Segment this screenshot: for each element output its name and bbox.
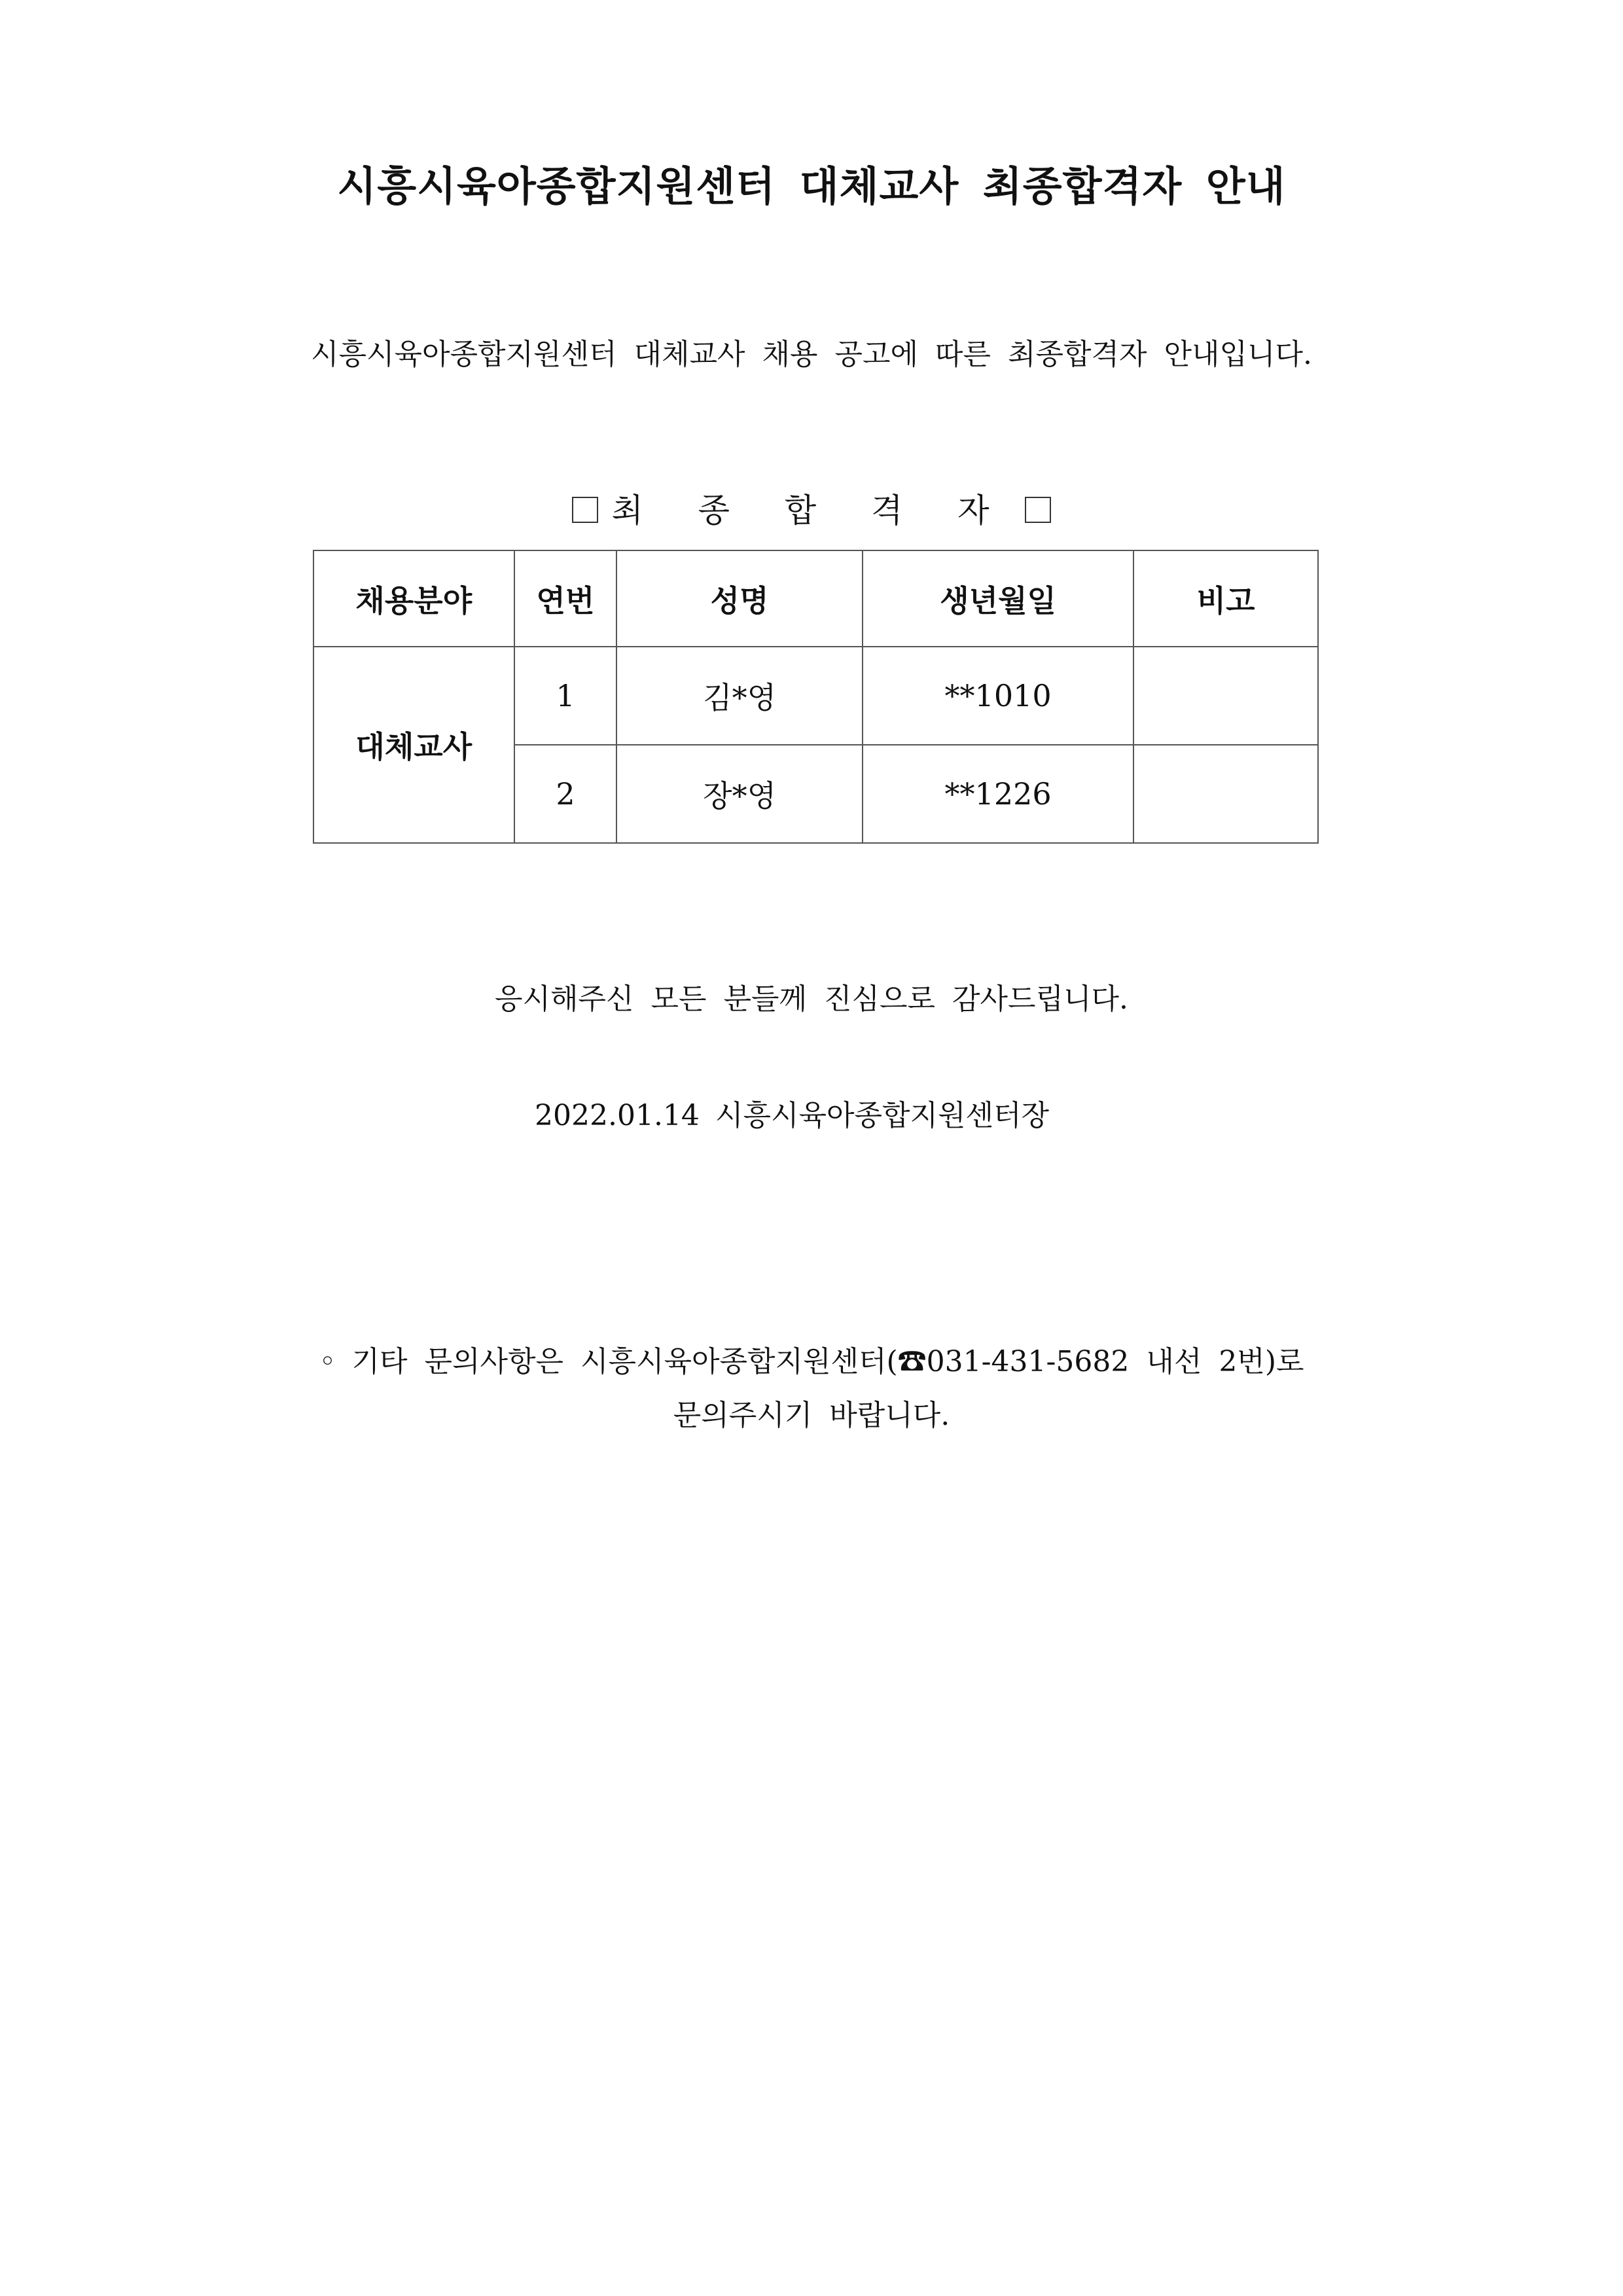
cell-name: 장*영 xyxy=(616,745,862,843)
header-name: 성명 xyxy=(616,550,862,647)
checkbox-square-icon xyxy=(1025,497,1051,523)
cell-note xyxy=(1133,647,1318,745)
bullet-icon: ◦ xyxy=(319,1345,336,1378)
date-signature-line xyxy=(0,1092,1584,1134)
cell-birthdate: **1226 xyxy=(863,745,1134,843)
cell-number: 2 xyxy=(514,745,617,843)
contact-line-1 xyxy=(0,1335,1623,1389)
results-table xyxy=(313,550,1319,844)
page-title: 시흥시육아종합지원센터 대체교사 최종합격자 안내 xyxy=(337,162,1286,210)
contact-line-2: 문의주시기 바랍니다. xyxy=(673,1399,950,1432)
section-heading xyxy=(0,484,1623,531)
cell-birthdate: **1010 xyxy=(863,647,1134,745)
checkbox-square-icon xyxy=(572,497,598,523)
cell-field: 대체교사 xyxy=(313,647,514,843)
contact-note xyxy=(0,1335,1623,1443)
header-field: 채용분야 xyxy=(313,550,514,647)
table-row xyxy=(313,647,1318,745)
cell-name: 김*영 xyxy=(616,647,862,745)
header-birthdate: 생년월일 xyxy=(863,550,1134,647)
signature: 시흥시육아종합지원센터장 xyxy=(715,1099,1049,1132)
thanks-text: 응시해주신 모든 분들께 진심으로 감사드립니다. xyxy=(494,982,1128,1016)
contact-text-1: 기타 문의사항은 시흥시육아종합지원센터(☎031-431-5682 내선 2번)로 xyxy=(351,1345,1304,1378)
issue-date: 2022.01.14 xyxy=(535,1099,700,1132)
cell-note xyxy=(1133,745,1318,843)
header-number: 연번 xyxy=(514,550,617,647)
cell-number: 1 xyxy=(514,647,617,745)
header-note: 비고 xyxy=(1133,550,1318,647)
table-header-row xyxy=(313,550,1318,647)
intro-text: 시흥시육아종합지원센터 대체교사 채용 공고에 따른 최종합격자 안내입니다. xyxy=(310,338,1313,371)
section-heading-label: 최 종 합 격 자 xyxy=(611,492,1012,529)
